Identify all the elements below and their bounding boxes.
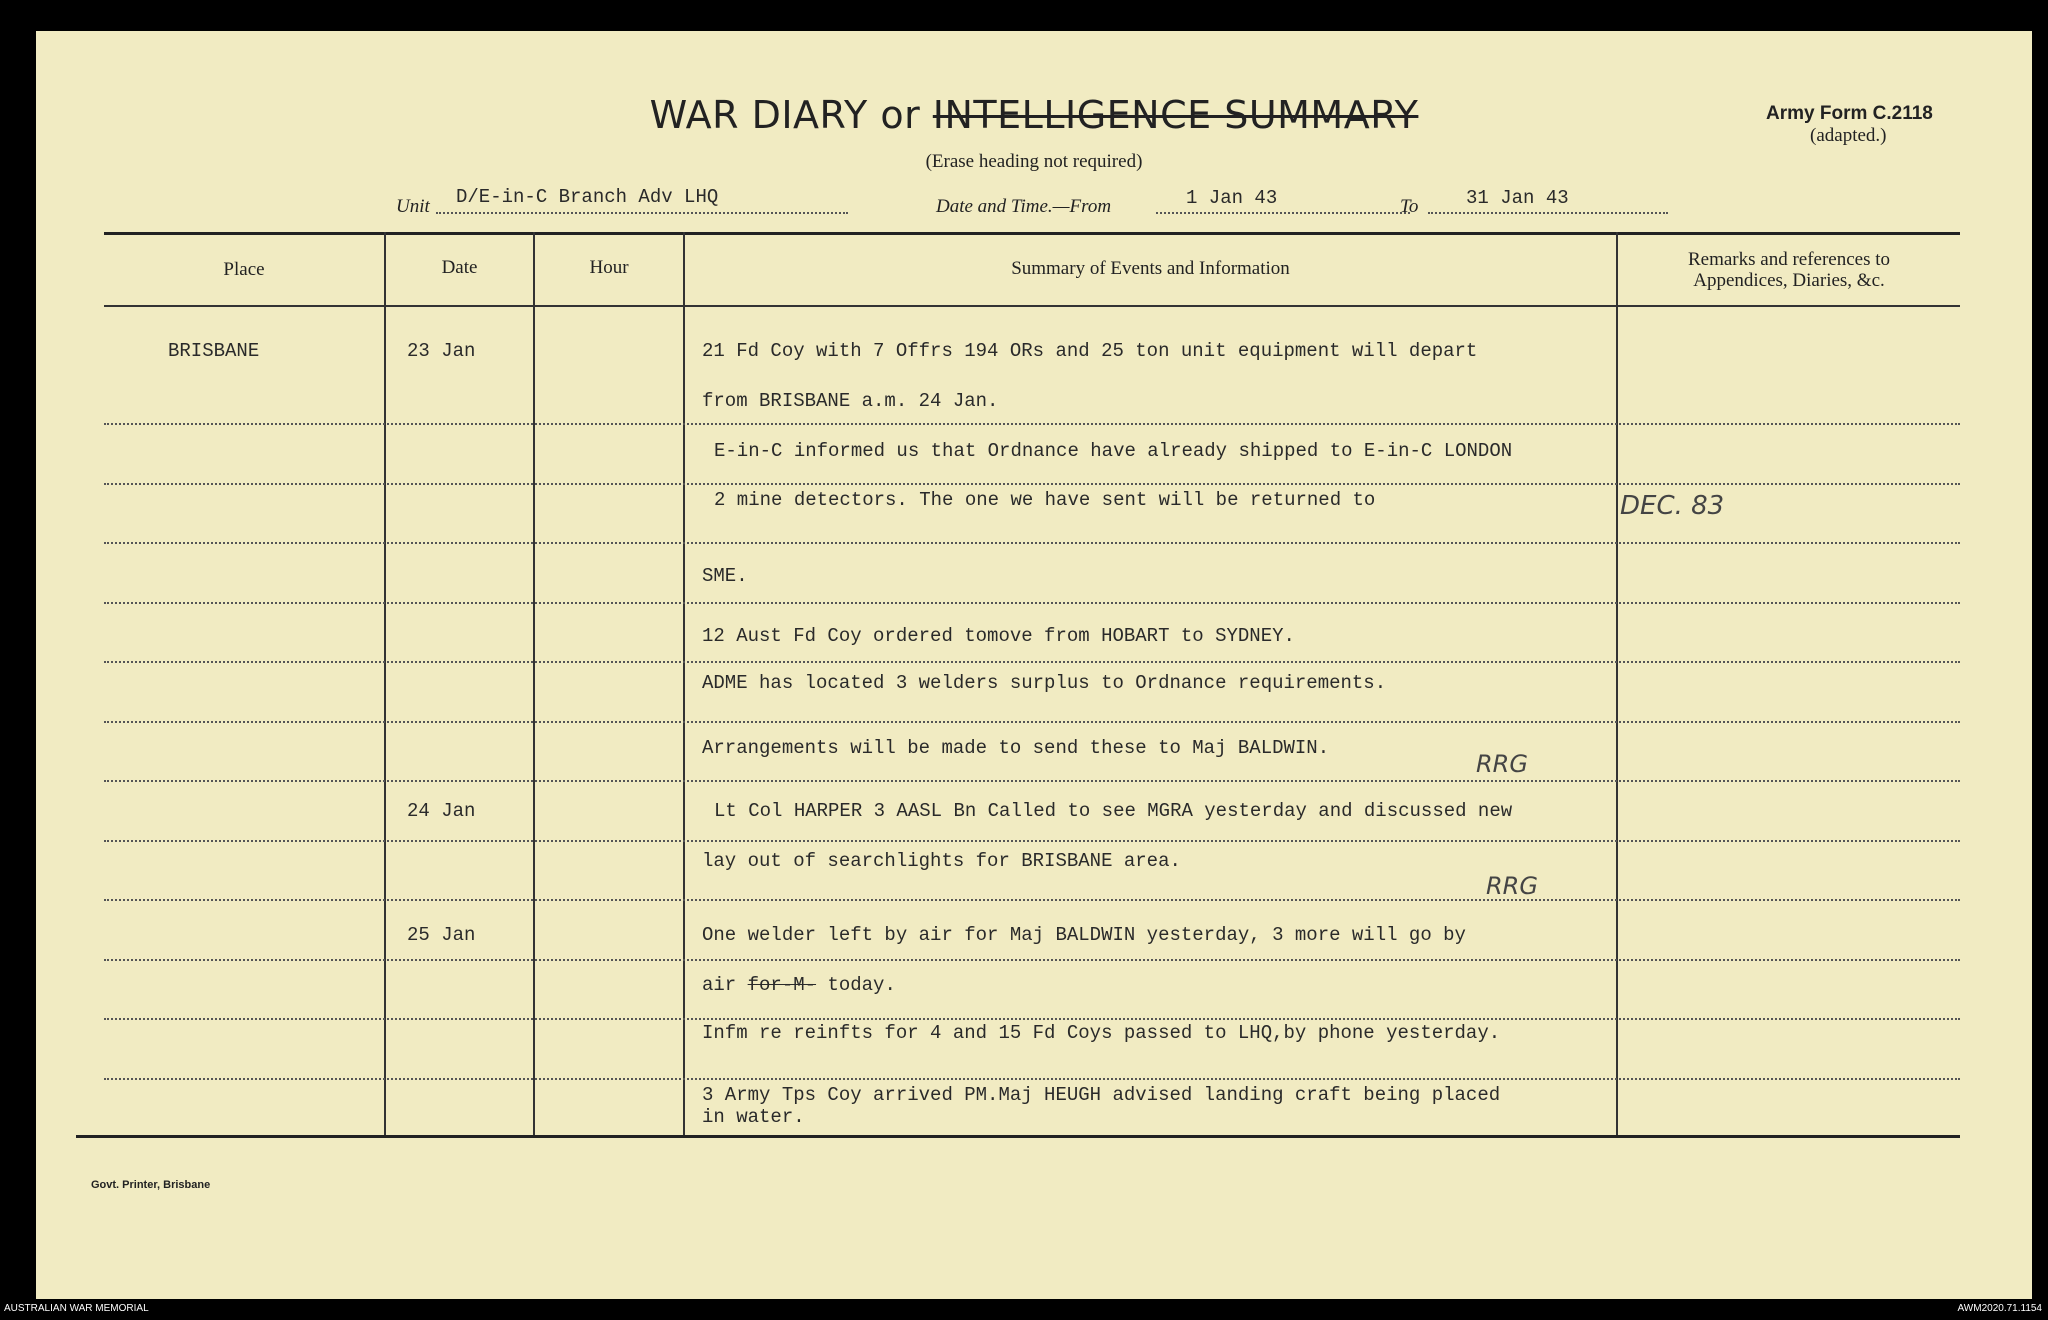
handwritten-initials: RRG: [1486, 872, 1538, 900]
summary-line: from BRISBANE a.m. 24 Jan.: [702, 390, 999, 412]
army-form-number: Army Form C.2118: [1766, 103, 1933, 124]
row-rule: [104, 1078, 1960, 1080]
column-divider: [1616, 232, 1618, 1135]
struck-text: for-M-: [747, 974, 817, 996]
row-rule: [104, 780, 1960, 782]
summary-line: 12 Aust Fd Coy ordered tomove from HOBART to SYDNEY.: [702, 625, 1295, 647]
row-rule: [104, 602, 1960, 604]
summary-line: 2 mine detectors. The one we have sent will be returned to: [714, 489, 1376, 511]
army-form-adapted: (adapted.): [1810, 125, 1887, 146]
printer-imprint: Govt. Printer, Brisbane: [91, 1179, 211, 1191]
row-rule: [104, 959, 1960, 961]
summary-line: lay out of searchlights for BRISBANE area.: [702, 850, 1181, 872]
date-to-value: 31 Jan 43: [1466, 187, 1569, 209]
summary-line: 3 Army Tps Coy arrived PM.Maj HEUGH advised landing craft being placed: [702, 1084, 1501, 1106]
row-rule: [104, 1018, 1960, 1020]
column-header-hour: Hour: [589, 257, 629, 278]
date-from-value: 1 Jan 43: [1186, 187, 1278, 209]
summary-line: in water.: [702, 1106, 805, 1128]
summary-line: SME.: [702, 565, 748, 587]
column-header-remarks-line2: Appendices, Diaries, &c.: [1693, 270, 1885, 291]
date-entry: 24 Jan: [407, 800, 476, 822]
row-rule: [104, 721, 1960, 723]
column-header-date: Date: [441, 257, 478, 278]
row-rule: [104, 840, 1960, 842]
column-divider: [384, 232, 386, 1135]
row-rule: [104, 483, 1960, 485]
column-header-remarks-line1: Remarks and references to: [1687, 249, 1891, 270]
title-or: or: [880, 93, 921, 137]
table-header-rule: [104, 305, 1960, 307]
unit-label: Unit: [396, 196, 430, 217]
column-divider: [683, 232, 685, 1135]
unit-underline: [436, 212, 848, 214]
archive-caption-right: AWM2020.71.1154: [1957, 1303, 2042, 1314]
handwritten-remark: DEC. 83: [1620, 491, 1725, 521]
date-entry: 23 Jan: [407, 340, 476, 362]
archive-caption-left: AUSTRALIAN WAR MEMORIAL: [4, 1303, 149, 1314]
row-rule: [104, 661, 1960, 663]
column-header-place: Place: [223, 259, 265, 280]
summary-line: E-in-C informed us that Ordnance have already shipped to E-in-C LONDON: [714, 440, 1513, 462]
erase-note: (Erase heading not required): [925, 151, 1143, 172]
table-top-rule: [104, 232, 1960, 235]
form-title: [36, 93, 2032, 137]
summary-line: Lt Col HARPER 3 AASL Bn Called to see MGRA yesterday and discussed new: [714, 800, 1513, 822]
to-label: To: [1400, 196, 1419, 217]
date-to-underline: [1428, 212, 1668, 214]
unit-value: D/E-in-C Branch Adv LHQ: [456, 186, 719, 208]
summary-line: ADME has located 3 welders surplus to Ordnance requirements.: [702, 672, 1387, 694]
row-rule: [104, 899, 1960, 901]
row-rule: [104, 423, 1960, 425]
title-war-diary: WAR DIARY: [649, 93, 868, 137]
row-rule: [104, 542, 1960, 544]
title-intelligence-summary: INTELLIGENCE SUMMARY: [932, 93, 1419, 137]
handwritten-initials: RRG: [1476, 750, 1528, 778]
table-bottom-rule: [76, 1135, 1960, 1138]
summary-text: air: [702, 974, 737, 996]
summary-line: Infm re reinfts for 4 and 15 Fd Coys passed to LHQ,by phone yesterday.: [702, 1022, 1501, 1044]
place-entry: BRISBANE: [168, 340, 260, 362]
summary-text: today.: [827, 974, 896, 996]
summary-line: 21 Fd Coy with 7 Offrs 194 ORs and 25 ton unit equipment will depart: [702, 340, 1478, 362]
date-time-label: Date and Time.—From: [936, 196, 1112, 217]
date-entry: 25 Jan: [407, 924, 476, 946]
date-from-underline: [1156, 212, 1410, 214]
column-divider: [533, 232, 535, 1135]
summary-line: [702, 974, 896, 996]
column-header-summary: Summary of Events and Information: [1011, 258, 1290, 279]
summary-line: One welder left by air for Maj BALDWIN yesterday, 3 more will go by: [702, 924, 1466, 946]
diary-sheet: [36, 31, 2032, 1299]
summary-line: Arrangements will be made to send these to Maj BALDWIN.: [702, 737, 1330, 759]
